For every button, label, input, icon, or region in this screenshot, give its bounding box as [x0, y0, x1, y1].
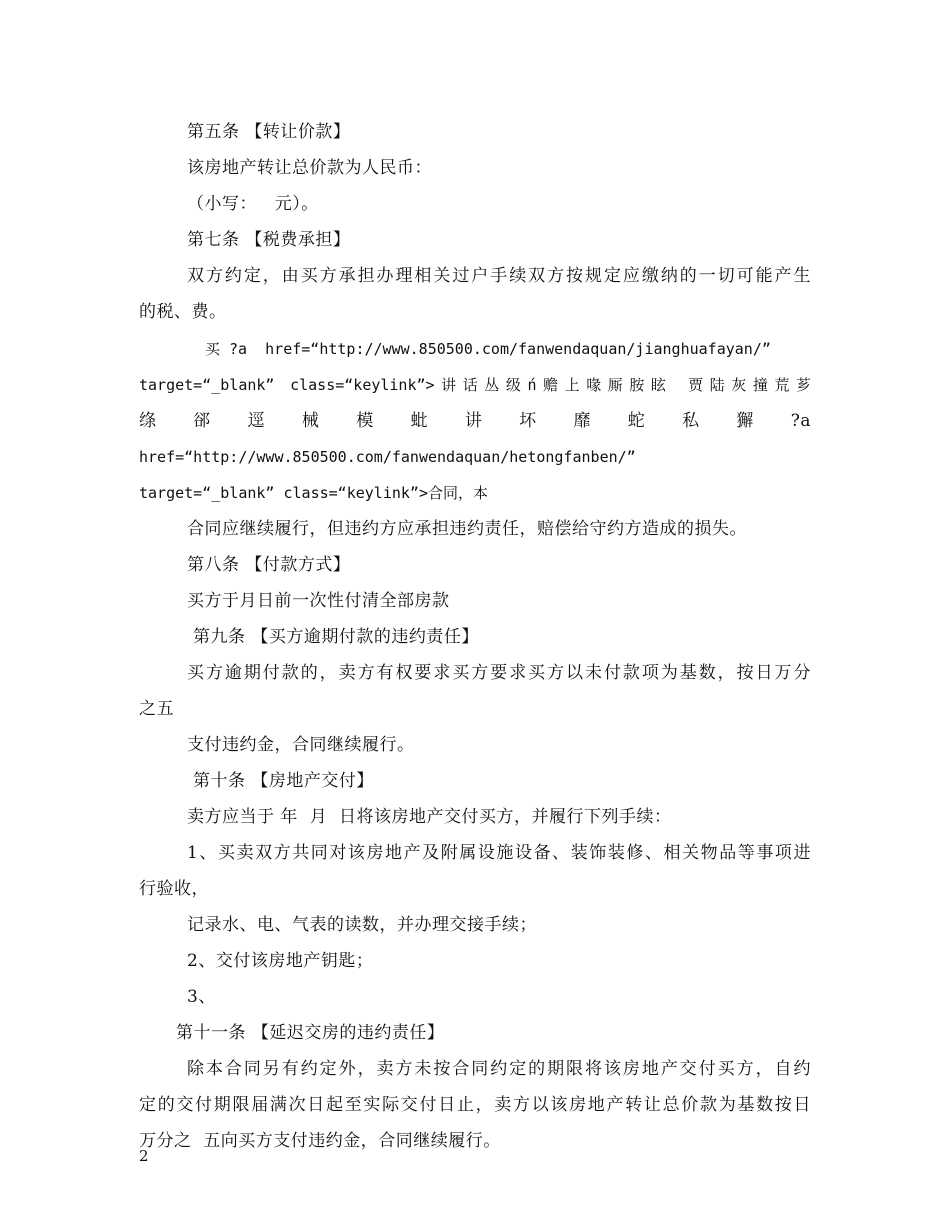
text-line: 3、 [187, 987, 216, 1007]
text-line: 行验收， [139, 879, 209, 899]
text-line: 合同应继续履行，但违约方应承担违约责任，赔偿给守约方造成的损失。 [187, 519, 747, 539]
text-line: 卖方应当于 年 月 日将该房地产交付买方，并履行下列手续： [187, 807, 672, 827]
garbled-line: 绦 郤 逕 械 模 蚍 讲 坏 靡 蛇 私 獬 ?a [139, 411, 811, 431]
text-line: 定的交付期限届满次日起至实际交付日止，卖方以该房地产转让总价款为基数按日 [139, 1095, 811, 1115]
garbled-link-line: target=“_blank” class=“keylink”>合同，本 [139, 484, 488, 502]
garbled-link-line: href=“http://www.850500.com/fanwendaquan/hetongfanben/” [139, 448, 636, 466]
article-5-heading: 第五条 【转让价款】 [187, 122, 351, 142]
text-line: 1、买卖双方共同对该房地产及附属设施设备、装饰装修、相关物品等事项进 [187, 843, 811, 863]
article-10-heading: 第十条 【房地产交付】 [193, 771, 374, 791]
page-number: 2 [139, 1147, 149, 1165]
text-line: 记录水、电、气表的读数，并办理交接手续； [187, 915, 537, 935]
text-line: （小写： 元）。 [187, 194, 319, 214]
text-line: 双方约定，由买方承担办理相关过户手续双方按规定应缴纳的一切可能产生 [187, 266, 811, 286]
text-line: 支付违约金，合同继续履行。 [187, 735, 415, 755]
article-11-heading: 第十一条 【延迟交房的违约责任】 [176, 1023, 445, 1043]
text-line: 该房地产转让总价款为人民币： [187, 158, 432, 178]
text-line: 的税、费。 [139, 302, 227, 322]
article-9-heading: 第九条 【买方逾期付款的违约责任】 [193, 627, 479, 647]
text-line: 除本合同另有约定外，卖方未按合同约定的期限将该房地产交付买方，自约 [187, 1059, 811, 1079]
garbled-link-line: target=“_blank” class=“keylink”>讲话丛级ń赡上喙厮胺眩 贾陆灰撞荒芗 [139, 376, 811, 394]
text-line: 买方逾期付款的，卖方有权要求买方要求买方以未付款项为基数，按日万分 [187, 663, 811, 683]
text-line: 2、交付该房地产钥匙； [187, 951, 374, 971]
text-line: 之五 [139, 699, 174, 719]
article-7-heading: 第七条 【税费承担】 [187, 230, 351, 250]
article-8-heading: 第八条 【付款方式】 [187, 555, 351, 575]
text-line: 万分之 五向买方支付违约金，合同继续履行。 [139, 1131, 501, 1151]
garbled-link-line: 买 ?a href=“http://www.850500.com/fanwendaquan/jianghuafayan/” [205, 340, 771, 358]
text-line: 买方于月日前一次性付清全部房款 [187, 591, 450, 611]
